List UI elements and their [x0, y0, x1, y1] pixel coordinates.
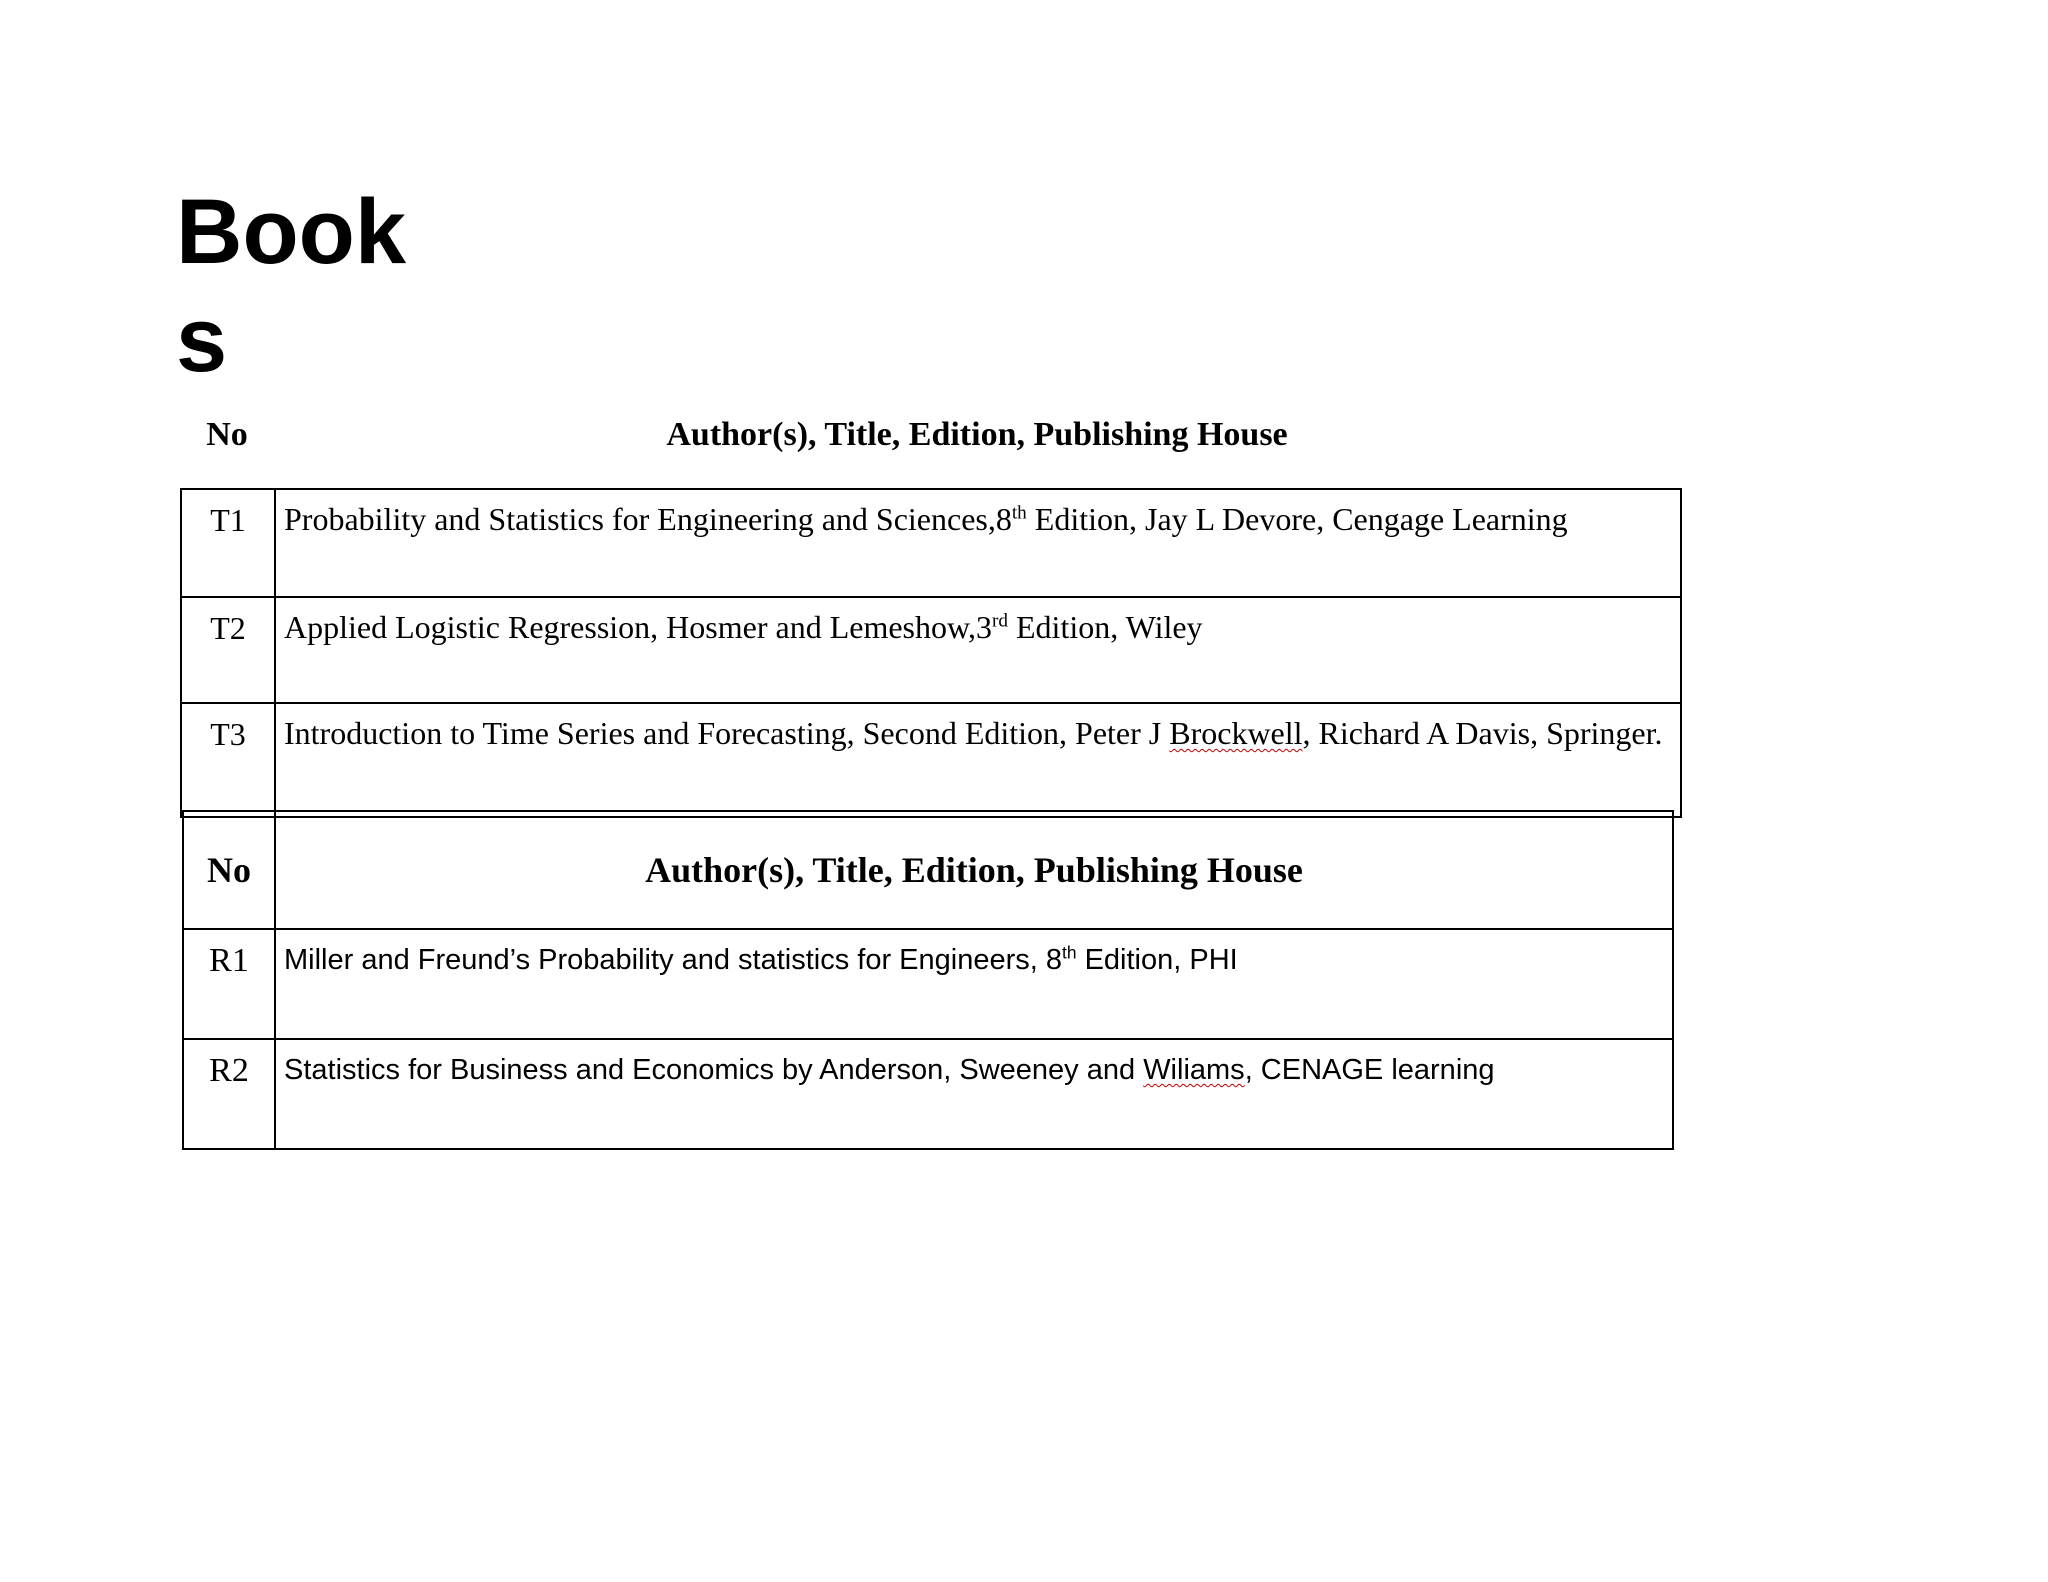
page-title [176, 178, 416, 394]
row-number: T2 [181, 597, 275, 703]
book-entry-text: Edition, PHI [1076, 944, 1238, 976]
row-number: T1 [181, 489, 275, 597]
book-entry [275, 929, 1673, 1039]
table-row [181, 703, 1681, 817]
ordinal-suffix: th [1011, 502, 1027, 524]
book-entry-text: Edition, Wiley [1008, 609, 1203, 645]
book-entry [275, 489, 1681, 597]
textbooks-table [180, 488, 1682, 818]
table-row [183, 929, 1673, 1039]
spellcheck-flagged-word: Brockwell [1169, 715, 1303, 751]
book-entry-text: Probability and Statistics for Engineering and Sciences,8 [284, 501, 1012, 537]
table-row [181, 489, 1681, 597]
page-title-line-1: Book [176, 181, 406, 283]
book-entry [275, 597, 1681, 703]
book-entry-text: Introduction to Time Series and Forecasting, Second Edition, Peter J [284, 715, 1170, 751]
row-number: R2 [183, 1039, 275, 1149]
book-entry-text: Miller and Freund’s Probability and statistics for Engineers, 8 [284, 944, 1063, 976]
spellcheck-flagged-word: Wiliams [1143, 1054, 1245, 1086]
table-header-row [183, 811, 1673, 929]
row-number: R1 [183, 929, 275, 1039]
textbooks-header-title: Author(s), Title, Edition, Publishing House [666, 416, 1288, 453]
book-entry-text: , Richard A Davis, Springer. [1302, 715, 1663, 751]
row-number: T3 [181, 703, 275, 817]
table-row [183, 1039, 1673, 1149]
book-entry [275, 1039, 1673, 1149]
textbooks-header [180, 410, 1680, 466]
book-entry [275, 703, 1681, 817]
book-entry-text: Applied Logistic Regression, Hosmer and Lemeshow,3 [284, 609, 993, 645]
textbooks-header-no: No [206, 416, 248, 453]
reference-books-table [182, 810, 1674, 1150]
table-row [181, 597, 1681, 703]
page-title-line-2: s [176, 289, 228, 391]
book-entry-text: , CENAGE learning [1244, 1054, 1495, 1086]
reference-header-title: Author(s), Title, Edition, Publishing House [275, 811, 1673, 929]
book-entry-text: Statistics for Business and Economics by Anderson, Sweeney and [284, 1054, 1144, 1086]
reference-header-no: No [183, 811, 275, 929]
ordinal-suffix: rd [992, 610, 1008, 632]
ordinal-suffix: th [1062, 942, 1077, 963]
book-entry-text: Edition, Jay L Devore, Cengage Learning [1026, 501, 1568, 537]
